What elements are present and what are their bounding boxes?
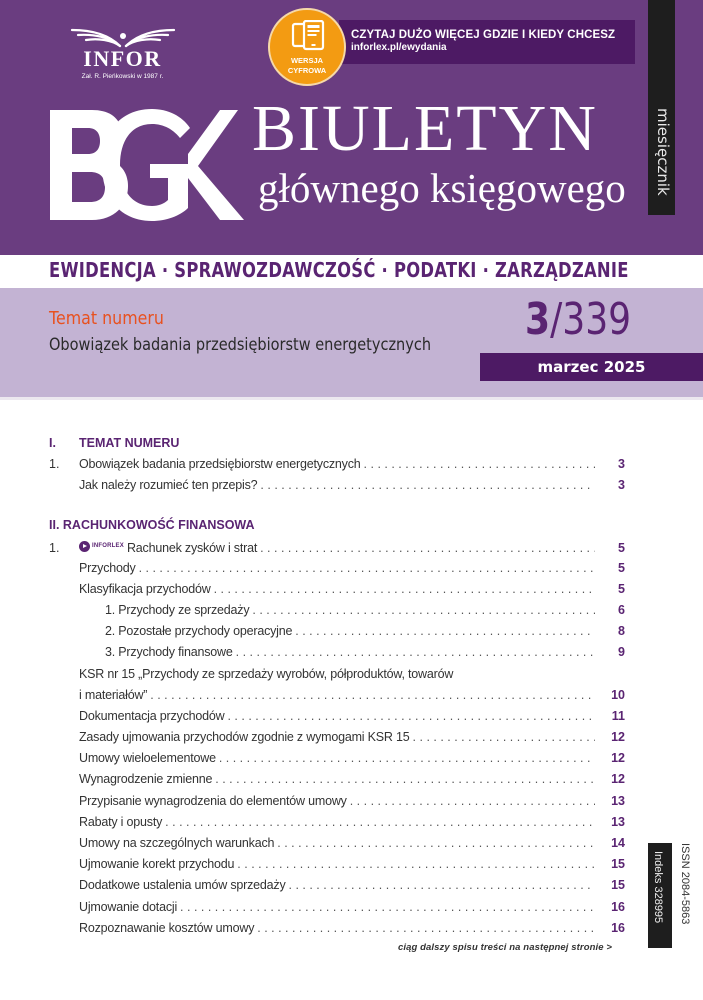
item-page: 3 bbox=[618, 457, 625, 471]
badge-line-2: CYFROWA bbox=[287, 66, 327, 75]
publication-subtitle: głównego księgowego bbox=[258, 165, 626, 211]
section-number: I. bbox=[49, 436, 56, 450]
promo-title: CZYTAJ DUŻO WIĘCEJ GDZIE I KIEDY CHCESZ bbox=[351, 29, 616, 41]
tablet-phone-icon bbox=[291, 20, 325, 52]
item-page: 13 bbox=[611, 814, 625, 829]
category-strip bbox=[0, 255, 703, 287]
frequency-band bbox=[648, 0, 675, 215]
leader-dots bbox=[350, 791, 595, 812]
item-page: 3 bbox=[618, 478, 625, 493]
bgk-logo bbox=[48, 108, 246, 223]
item-page: 5 bbox=[618, 541, 625, 556]
inforlex-tag[interactable] bbox=[79, 536, 124, 557]
infor-logo bbox=[60, 26, 185, 80]
toc-item[interactable] bbox=[49, 536, 625, 557]
item-label: Klasyfikacja przychodów bbox=[79, 581, 211, 596]
leader-dots bbox=[150, 685, 595, 706]
promo-link[interactable]: inforlex.pl/ewydania bbox=[351, 42, 447, 53]
toc-item[interactable] bbox=[49, 769, 625, 790]
toc-item[interactable] bbox=[49, 664, 625, 706]
toc-item[interactable] bbox=[49, 854, 625, 875]
cover-header bbox=[0, 0, 703, 255]
leader-dots bbox=[260, 538, 595, 559]
item-label: Przychody bbox=[79, 560, 136, 575]
item-label: Przypisanie wynagrodzenia do elementów umowy bbox=[79, 793, 347, 808]
item-label: Zasady ujmowania przychodów zgodnie z wymogami KSR 15 bbox=[79, 730, 410, 745]
publisher-founded: Zał. R. Pieńkowski w 1987 r. bbox=[81, 73, 164, 80]
leader-dots bbox=[289, 875, 595, 896]
item-page: 6 bbox=[618, 602, 625, 617]
publication-title: BIULETYN bbox=[252, 92, 598, 165]
item-page: 10 bbox=[611, 687, 625, 702]
table-of-contents bbox=[49, 433, 625, 939]
item-number: 1. bbox=[49, 541, 60, 556]
item-label: Rozpoznawanie kosztów umowy bbox=[79, 920, 255, 935]
category-list: EWIDENCJA · SPRAWOZDAWCZOŚĆ · PODATKI · ZARZĄDZANIE bbox=[49, 258, 629, 282]
item-page: 12 bbox=[611, 772, 625, 787]
item-label: Dokumentacja przychodów bbox=[79, 708, 225, 723]
item-label: Umowy na szczególnych warunkach bbox=[79, 836, 275, 850]
divider bbox=[0, 397, 703, 400]
leader-dots bbox=[413, 727, 595, 748]
item-page: 12 bbox=[611, 751, 625, 766]
leader-dots bbox=[236, 642, 595, 663]
issue-separator: / bbox=[550, 294, 563, 345]
item-page: 12 bbox=[611, 730, 625, 745]
index-number: Indeks 328995 bbox=[652, 851, 664, 924]
item-page: 8 bbox=[618, 624, 625, 639]
item-label: 2. Pozostałe przychody operacyjne bbox=[105, 624, 293, 639]
toc-item[interactable] bbox=[49, 642, 625, 663]
issue-no: 3 bbox=[525, 294, 551, 345]
toc-item[interactable] bbox=[49, 621, 625, 642]
toc-item[interactable] bbox=[49, 791, 625, 812]
item-label: Ujmowanie dotacji bbox=[79, 899, 178, 914]
topic-title: Obowiązek badania przedsiębiorstw energetycznych bbox=[49, 335, 432, 354]
book-wings-icon bbox=[68, 26, 178, 48]
toc-item[interactable] bbox=[49, 875, 625, 896]
leader-dots bbox=[219, 748, 595, 769]
item-label: Rabaty i opusty bbox=[79, 814, 163, 829]
leader-dots bbox=[214, 579, 595, 600]
item-page: 5 bbox=[618, 560, 625, 575]
toc-item[interactable] bbox=[49, 812, 625, 833]
toc-item[interactable] bbox=[49, 579, 625, 600]
item-label: Dodatkowe ustalenia umów sprzedaży bbox=[79, 878, 286, 893]
item-page: 16 bbox=[611, 920, 625, 935]
item-label-line-1: KSR nr 15 „Przychody ze sprzedaży wyrobów, półproduktów, towarów bbox=[79, 666, 454, 681]
issue-date: marzec 2025 bbox=[480, 353, 703, 381]
leader-dots bbox=[227, 706, 595, 727]
toc-item[interactable] bbox=[49, 558, 625, 579]
promo-bar[interactable] bbox=[339, 20, 635, 64]
issue-number bbox=[525, 294, 632, 345]
item-page: 11 bbox=[611, 708, 625, 723]
leader-dots bbox=[364, 454, 595, 475]
play-icon bbox=[79, 541, 90, 552]
item-label: Umowy wieloelementowe bbox=[79, 751, 216, 766]
leader-dots bbox=[260, 475, 595, 496]
item-label: Jak należy rozumieć ten przepis? bbox=[79, 478, 258, 493]
section-title: RACHUNKOWOŚĆ FINANSOWA bbox=[62, 518, 255, 533]
item-page: 16 bbox=[611, 899, 625, 914]
section-title: TEMAT NUMERU bbox=[79, 436, 180, 450]
toc-item[interactable] bbox=[49, 475, 625, 496]
item-page: 14 bbox=[611, 836, 625, 850]
item-label: Wynagrodzenie zmienne bbox=[79, 772, 213, 787]
leader-dots bbox=[252, 600, 595, 621]
issn-number: ISSN 2084-5863 bbox=[679, 843, 691, 925]
item-label: 1. Przychody ze sprzedaży bbox=[105, 602, 250, 617]
toc-continuation-note[interactable]: ciąg dalszy spisu treści na następnej stronie > bbox=[398, 942, 613, 953]
toc-item[interactable] bbox=[49, 600, 625, 621]
leader-dots bbox=[180, 897, 595, 918]
item-label: Rachunek zysków i strat bbox=[126, 541, 258, 556]
leader-dots bbox=[215, 769, 595, 790]
leader-dots bbox=[277, 833, 595, 854]
leader-dots bbox=[295, 621, 595, 642]
inforlex-label: INFORLEX bbox=[92, 543, 124, 550]
topic-label: Temat numeru bbox=[49, 308, 164, 329]
toc-item[interactable] bbox=[49, 748, 625, 769]
item-number: 1. bbox=[49, 457, 60, 471]
item-label: i materiałów” bbox=[79, 687, 148, 702]
toc-section-1[interactable] bbox=[49, 433, 625, 454]
leader-dots bbox=[139, 558, 595, 579]
badge-line-1: WERSJA bbox=[290, 56, 324, 65]
index-number-band bbox=[648, 843, 672, 948]
frequency-label: miesięcznik bbox=[654, 108, 672, 196]
item-page: 15 bbox=[611, 857, 625, 872]
item-page: 15 bbox=[611, 878, 625, 893]
toc-item[interactable] bbox=[49, 918, 625, 939]
item-label: 3. Przychody finansowe bbox=[105, 645, 233, 660]
digital-version-badge[interactable] bbox=[268, 8, 346, 86]
publisher-name: INFOR bbox=[83, 46, 162, 71]
leader-dots bbox=[257, 918, 595, 939]
item-label: Ujmowanie korekt przychodu bbox=[79, 857, 235, 872]
item-page: 13 bbox=[611, 793, 625, 808]
leader-dots bbox=[237, 854, 595, 875]
item-page: 5 bbox=[618, 581, 625, 596]
topic-band bbox=[0, 288, 703, 397]
item-label: Obowiązek badania przedsiębiorstw energetycznych bbox=[79, 457, 361, 471]
toc-item[interactable] bbox=[49, 454, 625, 475]
toc-section-2[interactable] bbox=[49, 515, 625, 536]
toc-item[interactable] bbox=[49, 833, 625, 854]
issue-total: 339 bbox=[562, 294, 632, 345]
toc-item[interactable] bbox=[49, 897, 625, 918]
leader-dots bbox=[165, 812, 595, 833]
toc-item[interactable] bbox=[49, 706, 625, 727]
toc-item[interactable] bbox=[49, 727, 625, 748]
item-page: 9 bbox=[618, 645, 625, 660]
section-number: II. bbox=[49, 518, 60, 533]
